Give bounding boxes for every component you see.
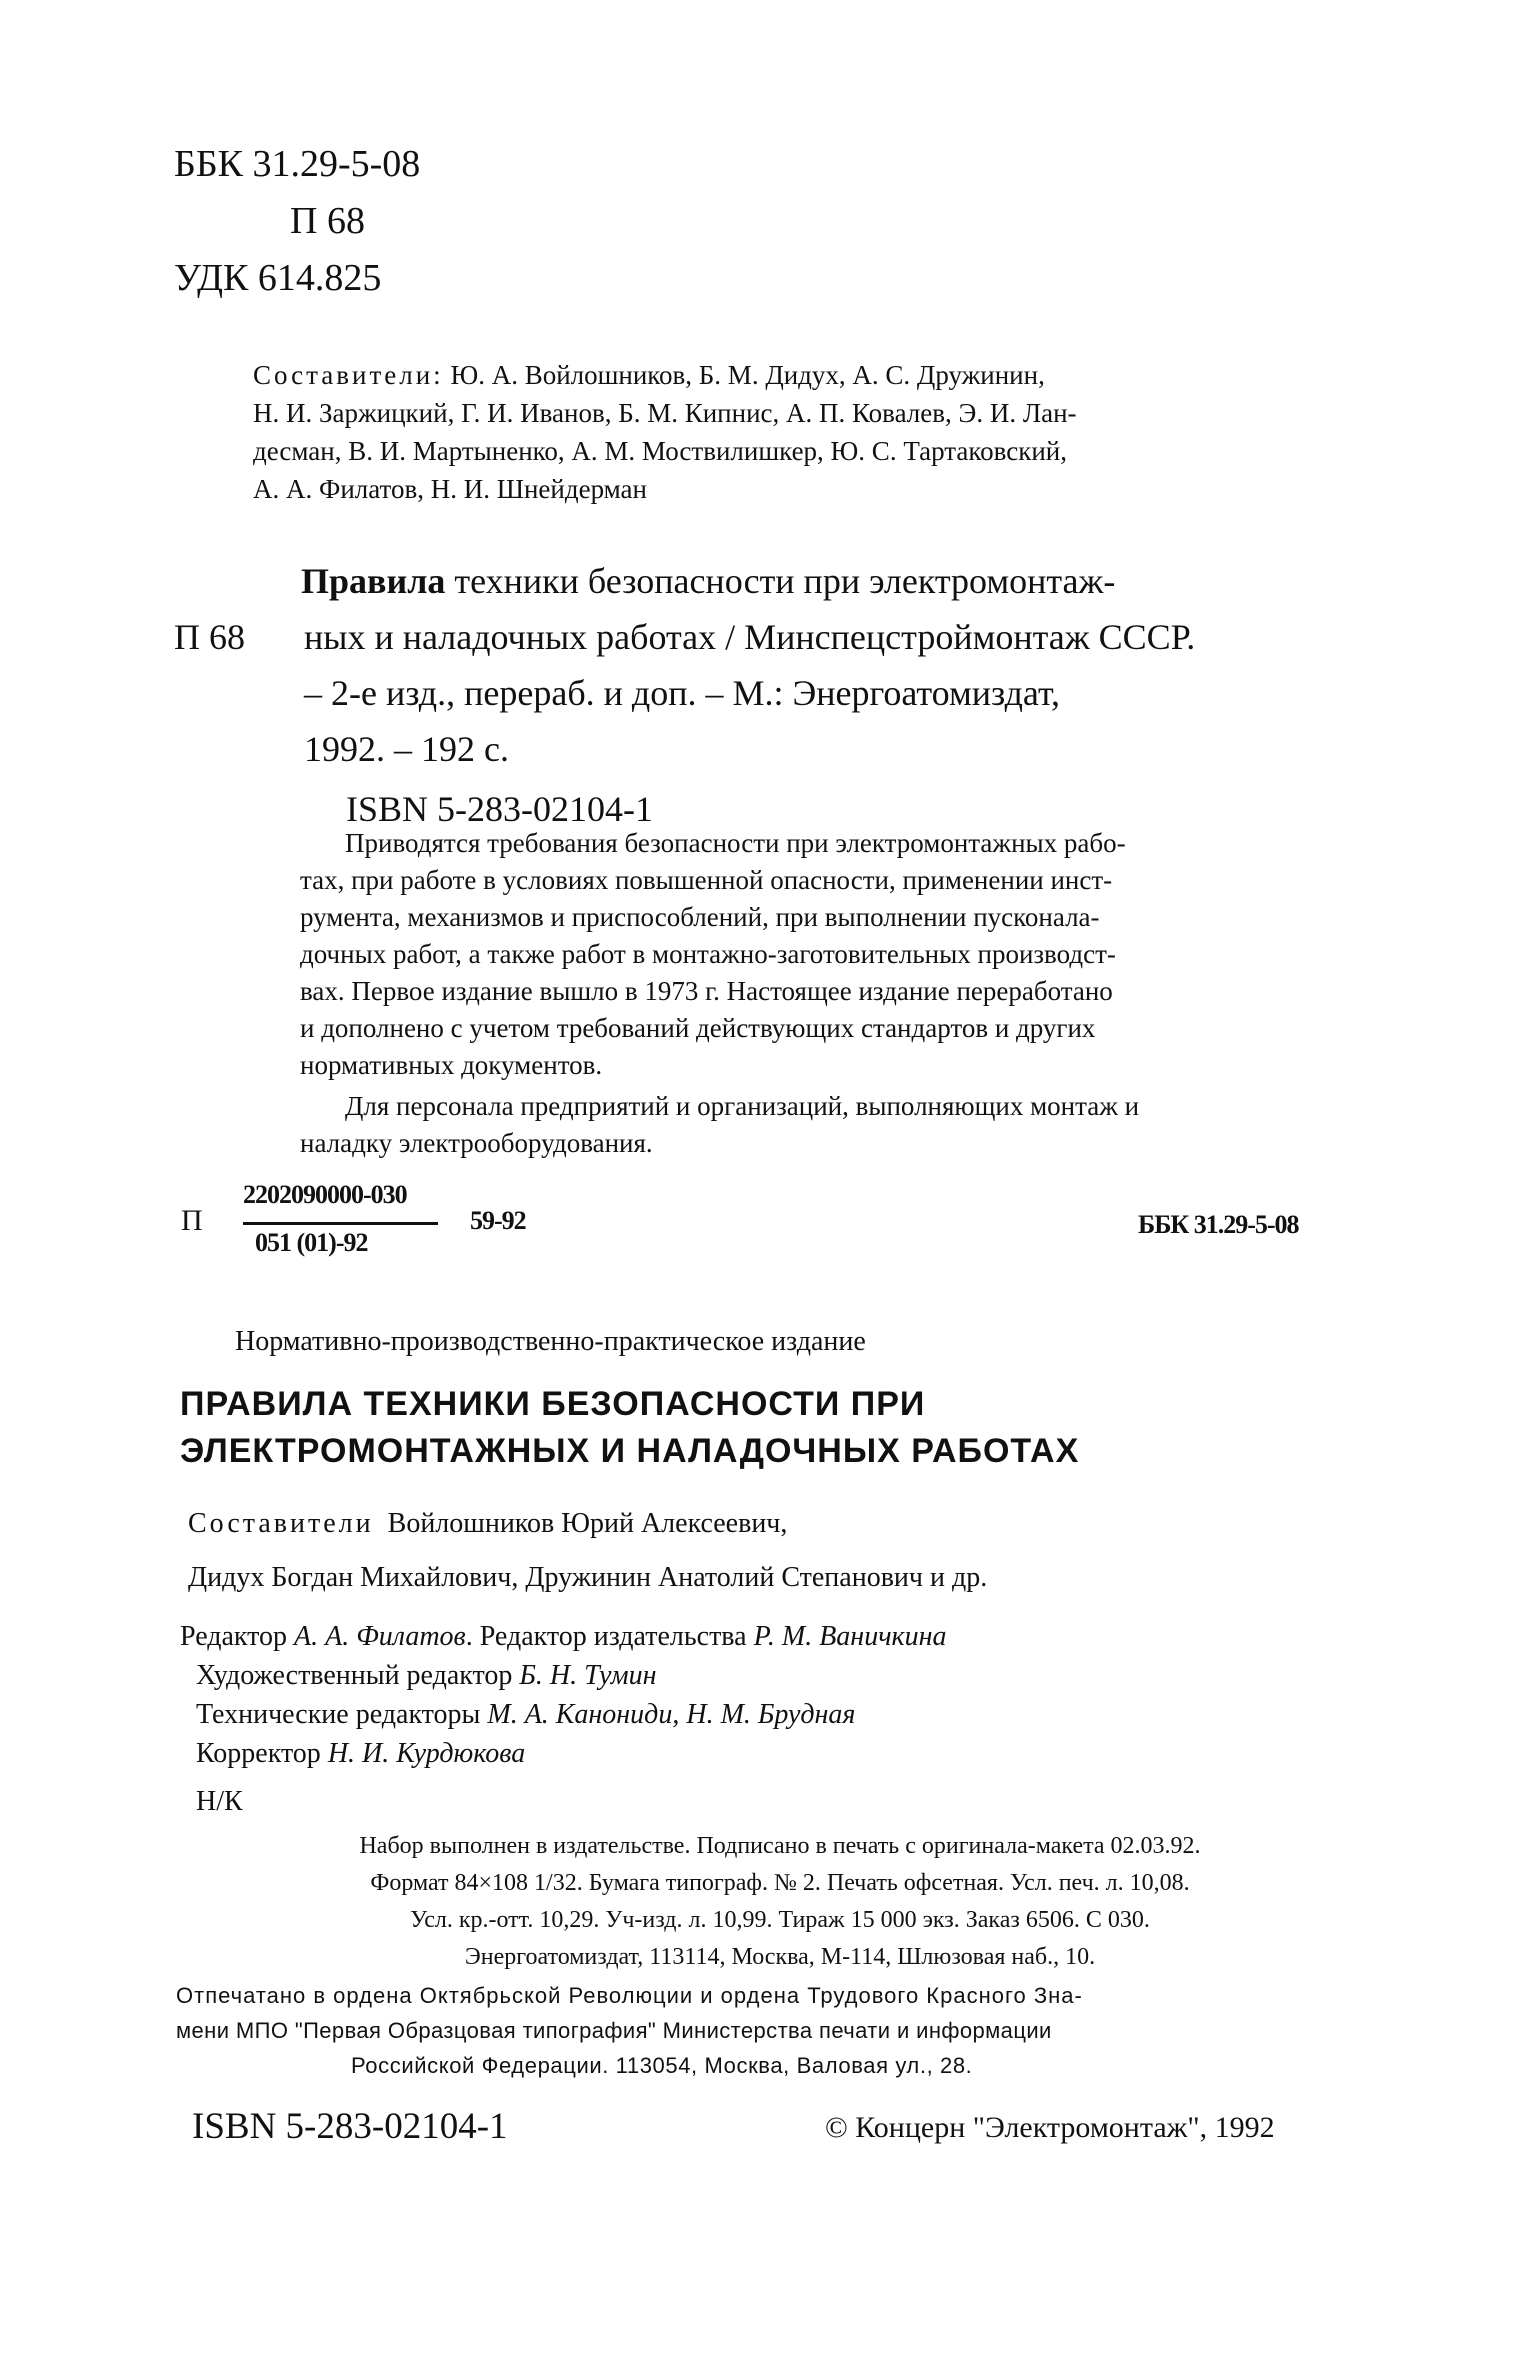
print-line: Набор выполнен в издательстве. Подписано в печать с оригинала-макета 02.03.92. [359, 1833, 1201, 1859]
author-mark: П 68 [290, 200, 365, 242]
printer-line: Российской Федерации. 113054, Москва, Валовая ул., 28. [351, 2053, 973, 2078]
editor-name: А. А. Филатов [294, 1621, 466, 1652]
imprint-compilers-line: Войлошников Юрий Алексеевич, [387, 1508, 788, 1539]
annotation-line: вах. Первое издание вышло в 1973 г. Настоящее издание переработано [300, 976, 1113, 1006]
bib-line: – 2-е изд., перераб. и доп. – М.: Энергоатомиздат, [304, 673, 1060, 713]
fraction-bar [243, 1222, 438, 1225]
imprint-compilers-line: Дидух Богдан Михайлович, Дружинин Анатолий Степанович и др. [188, 1562, 988, 1593]
compilers-line: десман, В. И. Мартыненко, А. М. Моствилишкер, Ю. С. Тартаковский, [253, 436, 1067, 466]
proofreader-name: Н. И. Курдюкова [327, 1738, 526, 1769]
nk-mark: Н/К [196, 1786, 243, 1817]
catalog-codes [174, 136, 420, 307]
footer-isbn: ISBN 5-283-02104-1 [192, 2106, 508, 2147]
tech-editors-names: М. А. Канониди, Н. М. Брудная [487, 1699, 856, 1730]
annotation-line: наладку электрооборудования. [300, 1128, 653, 1158]
udk-code: УДК 614.825 [174, 257, 382, 299]
imprint-compilers-label: Составители [188, 1508, 374, 1539]
annotation-line: Для персонала предприятий и организаций, выполняющих монтаж и [345, 1091, 1140, 1121]
art-editor-label: Художественный редактор [196, 1660, 513, 1691]
edition-type: Нормативно-производственно-практическое издание [235, 1326, 866, 1357]
imprint-title [180, 1381, 1079, 1475]
annotation-line: дочных работ, а также работ в монтажно-заготовительных производст- [300, 939, 1116, 969]
pub-editor-label: . Редактор издательства [465, 1621, 747, 1652]
bib-description [301, 553, 1195, 837]
compilers-line: Ю. А. Войлошников, Б. М. Дидух, А. С. Дружинин, [450, 360, 1045, 390]
bib-line: ных и наладочных работах / Минспецстроймонтаж СССР. [304, 617, 1196, 657]
fraction-numerator: 2202090000-030 [243, 1180, 407, 1209]
tech-editors-label: Технические редакторы [196, 1699, 481, 1730]
print-line: Формат 84×108 1/32. Бумага типограф. № 2. Печать офсетная. Усл. печ. л. 10,08. [370, 1870, 1190, 1896]
bib-line: 1992. – 192 с. [304, 729, 509, 769]
bib-title-word: Правила [301, 561, 446, 601]
printer-info [176, 1978, 1083, 2083]
annotation-line: тах, при работе в условиях повышенной опасности, применении инст- [300, 865, 1113, 895]
pub-editor-name: Р. М. Ваничкина [753, 1621, 947, 1652]
fraction-prefix: П [181, 1204, 203, 1237]
fraction-bbk: ББК 31.29-5-08 [1138, 1210, 1299, 1239]
print-line: Усл. кр.-отт. 10,29. Уч-изд. л. 10,99. Тираж 15 000 экз. Заказ 6506. С 030. [410, 1907, 1150, 1933]
print-line: Энергоатомиздат, 113114, Москва, М-114, Шлюзовая наб., 10. [464, 1944, 1096, 1970]
annotation-line: румента, механизмов и приспособлений, при выполнении пусконала- [300, 902, 1100, 932]
bib-line: техники безопасности при электромонтаж- [445, 561, 1116, 601]
compilers-label: Составители: [253, 360, 444, 390]
fraction-suffix: 59-92 [470, 1206, 526, 1235]
compilers-line: А. А. Филатов, Н. И. Шнейдерман [253, 474, 647, 504]
annotation-line: Приводятся требования безопасности при электромонтажных рабо- [345, 828, 1126, 858]
compilers-block [253, 356, 1077, 508]
editor-label: Редактор [180, 1621, 288, 1652]
fraction-denominator: 051 (01)-92 [255, 1228, 368, 1257]
art-editor-name: Б. Н. Тумин [519, 1660, 657, 1691]
imprint-compilers [188, 1497, 987, 1605]
annotation [300, 825, 1140, 1162]
imprint-title-line: ЭЛЕКТРОМОНТАЖНЫХ И НАЛАДОЧНЫХ РАБОТАХ [180, 1432, 1080, 1470]
editorial-staff [180, 1617, 947, 1773]
printer-line: мени МПО "Первая Образцовая типография" Министерства печати и информации [176, 2018, 1052, 2043]
printer-line: Отпечатано в ордена Октябрьской Революции и ордена Трудового Красного Зна- [176, 1983, 1083, 2008]
copyright: © Концерн "Электромонтаж", 1992 [825, 2111, 1275, 2144]
annotation-line: и дополнено с учетом требований действующих стандартов и других [300, 1013, 1096, 1043]
proofreader-label: Корректор [196, 1738, 321, 1769]
annotation-line: нормативных документов. [300, 1050, 603, 1080]
bib-index: П 68 [174, 617, 245, 657]
print-details [180, 1828, 1380, 1976]
compilers-line: Н. И. Заржицкий, Г. И. Иванов, Б. М. Кипнис, А. П. Ковалев, Э. И. Лан- [253, 398, 1077, 428]
bib-isbn: ISBN 5-283-02104-1 [346, 789, 653, 829]
imprint-title-line: ПРАВИЛА ТЕХНИКИ БЕЗОПАСНОСТИ ПРИ [180, 1385, 926, 1423]
bbk-code: ББК 31.29-5-08 [174, 143, 421, 185]
